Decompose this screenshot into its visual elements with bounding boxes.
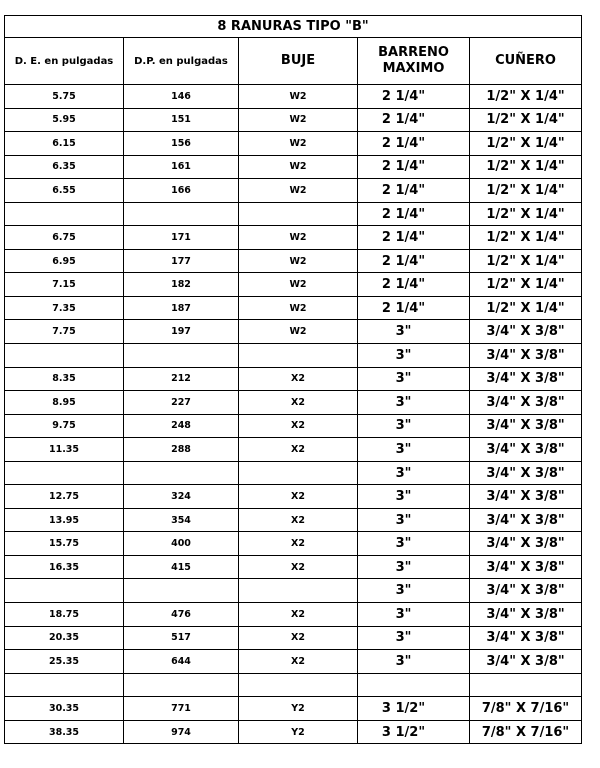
cell-de: 5.75 — [5, 85, 124, 109]
table-row — [5, 273, 582, 297]
cell-buje: W2 — [239, 296, 358, 320]
cell-barreno — [358, 673, 470, 697]
cell-barreno: 2 1/4" — [358, 132, 470, 156]
table-row — [5, 532, 582, 556]
cell-de: 6.15 — [5, 132, 124, 156]
cell-barreno: 3" — [358, 555, 470, 579]
cell-cunero: 3/4" X 3/8" — [470, 485, 582, 509]
cell-buje: W2 — [239, 226, 358, 250]
cell-cunero: 1/2" X 1/4" — [470, 155, 582, 179]
cell-de — [5, 344, 124, 368]
cell-barreno: 3" — [358, 438, 470, 462]
cell-cunero: 1/2" X 1/4" — [470, 108, 582, 132]
cell-buje: X2 — [239, 391, 358, 415]
cell-barreno: 3" — [358, 414, 470, 438]
table-row — [5, 603, 582, 627]
cell-barreno: 3" — [358, 508, 470, 532]
cell-de — [5, 579, 124, 603]
cell-cunero: 3/4" X 3/8" — [470, 438, 582, 462]
cell-buje: W2 — [239, 85, 358, 109]
table-title: 8 RANURAS TIPO "B" — [5, 16, 582, 38]
cell-buje — [239, 673, 358, 697]
cell-barreno: 2 1/4" — [358, 296, 470, 320]
cell-buje: X2 — [239, 555, 358, 579]
cell-de: 25.35 — [5, 650, 124, 674]
cell-barreno: 2 1/4" — [358, 202, 470, 226]
cell-cunero: 1/2" X 1/4" — [470, 249, 582, 273]
cell-de: 15.75 — [5, 532, 124, 556]
header-barreno-line1: BARRENO — [378, 45, 449, 60]
cell-dp: 476 — [124, 603, 239, 627]
table-row — [5, 367, 582, 391]
cell-de: 18.75 — [5, 603, 124, 627]
cell-cunero: 1/2" X 1/4" — [470, 296, 582, 320]
cell-buje — [239, 579, 358, 603]
cell-buje: W2 — [239, 273, 358, 297]
cell-barreno: 2 1/4" — [358, 85, 470, 109]
table-row — [5, 555, 582, 579]
header-buje: BUJE — [239, 38, 358, 85]
cell-de: 5.95 — [5, 108, 124, 132]
cell-buje: W2 — [239, 155, 358, 179]
cell-dp: 151 — [124, 108, 239, 132]
cell-dp: 974 — [124, 720, 239, 744]
cell-buje: W2 — [239, 108, 358, 132]
cell-cunero: 1/2" X 1/4" — [470, 132, 582, 156]
cell-barreno: 3" — [358, 650, 470, 674]
cell-de: 6.55 — [5, 179, 124, 203]
table-row — [5, 650, 582, 674]
cell-cunero: 3/4" X 3/8" — [470, 532, 582, 556]
table-row — [5, 720, 582, 744]
cell-barreno: 2 1/4" — [358, 179, 470, 203]
cell-barreno: 3" — [358, 579, 470, 603]
cell-buje: X2 — [239, 508, 358, 532]
header-barreno-line2: MAXIMO — [382, 61, 445, 76]
table-row — [5, 508, 582, 532]
cell-de: 16.35 — [5, 555, 124, 579]
cell-barreno: 2 1/4" — [358, 249, 470, 273]
cell-dp: 288 — [124, 438, 239, 462]
cell-barreno: 3 1/2" — [358, 697, 470, 721]
cell-dp: 182 — [124, 273, 239, 297]
spec-table — [4, 15, 582, 744]
cell-buje: X2 — [239, 626, 358, 650]
cell-cunero: 3/4" X 3/8" — [470, 367, 582, 391]
cell-de — [5, 461, 124, 485]
cell-buje — [239, 461, 358, 485]
cell-de: 6.35 — [5, 155, 124, 179]
table-row — [5, 85, 582, 109]
cell-dp: 161 — [124, 155, 239, 179]
cell-cunero: 3/4" X 3/8" — [470, 320, 582, 344]
cell-barreno: 3" — [358, 367, 470, 391]
cell-barreno: 2 1/4" — [358, 108, 470, 132]
cell-buje — [239, 344, 358, 368]
cell-cunero — [470, 673, 582, 697]
cell-de — [5, 202, 124, 226]
table-row — [5, 344, 582, 368]
cell-dp: 248 — [124, 414, 239, 438]
cell-cunero: 1/2" X 1/4" — [470, 273, 582, 297]
cell-de: 38.35 — [5, 720, 124, 744]
cell-dp: 166 — [124, 179, 239, 203]
table-row — [5, 579, 582, 603]
cell-buje: X2 — [239, 414, 358, 438]
table-row — [5, 485, 582, 509]
cell-barreno: 3" — [358, 485, 470, 509]
header-de: D. E. en pulgadas — [5, 38, 124, 85]
cell-dp: 156 — [124, 132, 239, 156]
header-cunero: CUÑERO — [470, 38, 582, 85]
cell-de: 7.35 — [5, 296, 124, 320]
cell-dp: 400 — [124, 532, 239, 556]
cell-cunero: 3/4" X 3/8" — [470, 650, 582, 674]
cell-barreno: 2 1/4" — [358, 273, 470, 297]
cell-cunero: 3/4" X 3/8" — [470, 603, 582, 627]
header-dp: D.P. en pulgadas — [124, 38, 239, 85]
cell-cunero: 3/4" X 3/8" — [470, 344, 582, 368]
header-row — [5, 38, 582, 85]
cell-de: 13.95 — [5, 508, 124, 532]
cell-de: 7.75 — [5, 320, 124, 344]
cell-dp — [124, 344, 239, 368]
table-row — [5, 132, 582, 156]
cell-dp: 146 — [124, 85, 239, 109]
cell-de — [5, 673, 124, 697]
cell-barreno: 3" — [358, 461, 470, 485]
table-row — [5, 697, 582, 721]
table-row — [5, 179, 582, 203]
cell-barreno: 3" — [358, 603, 470, 627]
table-row — [5, 438, 582, 462]
header-barreno — [358, 38, 470, 85]
cell-dp — [124, 202, 239, 226]
cell-cunero: 3/4" X 3/8" — [470, 461, 582, 485]
table-row — [5, 226, 582, 250]
cell-cunero: 7/8" X 7/16" — [470, 697, 582, 721]
table-row — [5, 673, 582, 697]
table-row — [5, 202, 582, 226]
cell-cunero: 1/2" X 1/4" — [470, 179, 582, 203]
cell-cunero: 3/4" X 3/8" — [470, 414, 582, 438]
table-row — [5, 461, 582, 485]
cell-cunero: 3/4" X 3/8" — [470, 391, 582, 415]
cell-de: 11.35 — [5, 438, 124, 462]
cell-barreno: 3 1/2" — [358, 720, 470, 744]
cell-dp: 415 — [124, 555, 239, 579]
cell-buje: W2 — [239, 179, 358, 203]
table-row — [5, 391, 582, 415]
cell-dp: 354 — [124, 508, 239, 532]
cell-barreno: 3" — [358, 344, 470, 368]
cell-buje: X2 — [239, 367, 358, 391]
cell-de: 8.95 — [5, 391, 124, 415]
cell-barreno: 2 1/4" — [358, 226, 470, 250]
cell-dp — [124, 673, 239, 697]
cell-barreno: 3" — [358, 320, 470, 344]
cell-dp: 517 — [124, 626, 239, 650]
cell-dp: 324 — [124, 485, 239, 509]
cell-barreno: 2 1/4" — [358, 155, 470, 179]
cell-dp — [124, 579, 239, 603]
cell-cunero: 3/4" X 3/8" — [470, 579, 582, 603]
cell-cunero: 3/4" X 3/8" — [470, 508, 582, 532]
table-row — [5, 108, 582, 132]
cell-de: 8.35 — [5, 367, 124, 391]
cell-cunero: 3/4" X 3/8" — [470, 555, 582, 579]
table-row — [5, 296, 582, 320]
cell-de: 30.35 — [5, 697, 124, 721]
cell-de: 12.75 — [5, 485, 124, 509]
cell-de: 6.75 — [5, 226, 124, 250]
cell-buje — [239, 202, 358, 226]
cell-dp: 177 — [124, 249, 239, 273]
cell-dp: 227 — [124, 391, 239, 415]
cell-cunero: 7/8" X 7/16" — [470, 720, 582, 744]
cell-cunero: 1/2" X 1/4" — [470, 85, 582, 109]
cell-buje: Y2 — [239, 697, 358, 721]
table-row — [5, 320, 582, 344]
cell-buje: W2 — [239, 320, 358, 344]
cell-dp: 197 — [124, 320, 239, 344]
cell-barreno: 3" — [358, 626, 470, 650]
cell-cunero: 1/2" X 1/4" — [470, 226, 582, 250]
cell-buje: X2 — [239, 532, 358, 556]
cell-buje: X2 — [239, 650, 358, 674]
table-row — [5, 155, 582, 179]
cell-barreno: 3" — [358, 391, 470, 415]
cell-buje: W2 — [239, 249, 358, 273]
cell-dp: 171 — [124, 226, 239, 250]
cell-dp: 212 — [124, 367, 239, 391]
table-row — [5, 249, 582, 273]
table-row — [5, 414, 582, 438]
cell-dp: 771 — [124, 697, 239, 721]
table-row — [5, 626, 582, 650]
cell-buje: W2 — [239, 132, 358, 156]
cell-cunero: 3/4" X 3/8" — [470, 626, 582, 650]
cell-de: 9.75 — [5, 414, 124, 438]
cell-buje: X2 — [239, 485, 358, 509]
cell-dp: 187 — [124, 296, 239, 320]
cell-dp — [124, 461, 239, 485]
cell-dp: 644 — [124, 650, 239, 674]
cell-cunero: 1/2" X 1/4" — [470, 202, 582, 226]
cell-buje: X2 — [239, 438, 358, 462]
cell-de: 20.35 — [5, 626, 124, 650]
cell-buje: X2 — [239, 603, 358, 627]
cell-barreno: 3" — [358, 532, 470, 556]
cell-de: 6.95 — [5, 249, 124, 273]
cell-de: 7.15 — [5, 273, 124, 297]
cell-buje: Y2 — [239, 720, 358, 744]
